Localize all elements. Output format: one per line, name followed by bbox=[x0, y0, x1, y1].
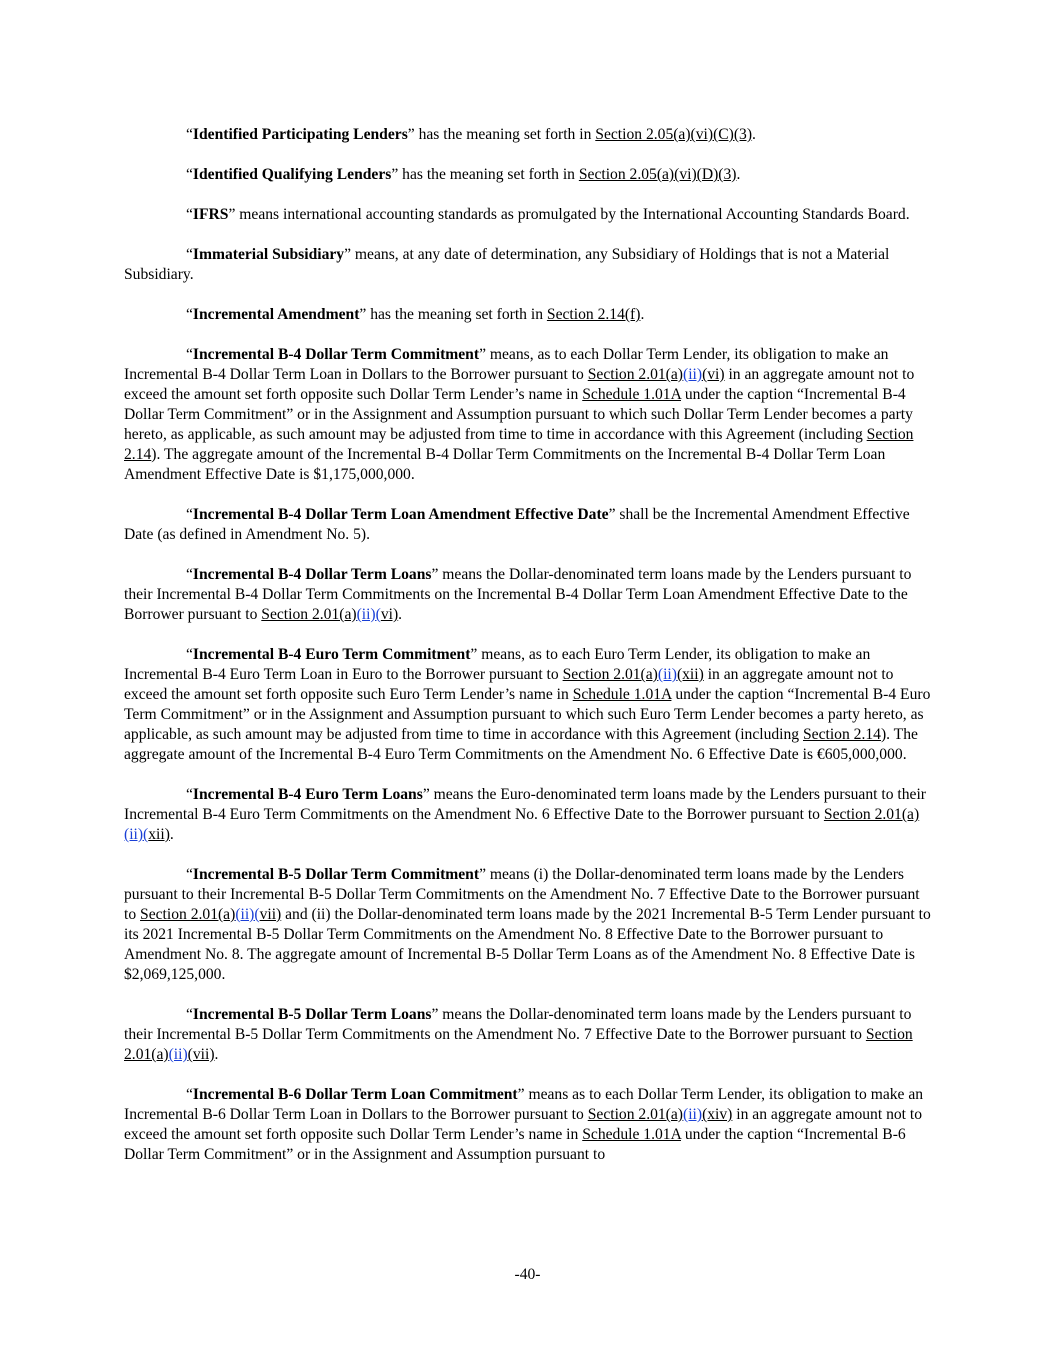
definition-paragraph bbox=[124, 785, 932, 845]
definition-paragraph bbox=[124, 1005, 932, 1065]
defined-term: Immaterial Subsidiary bbox=[192, 246, 345, 263]
defined-term: Incremental B-5 Dollar Term Loans bbox=[192, 1006, 432, 1023]
defined-term: Incremental B-4 Euro Term Loans bbox=[192, 786, 423, 803]
body-text: “ bbox=[186, 566, 193, 583]
defined-term: Incremental Amendment bbox=[192, 306, 360, 323]
body-text: . bbox=[752, 126, 756, 143]
cross-reference: (xii) bbox=[676, 666, 704, 683]
definition-paragraph bbox=[124, 865, 932, 985]
body-text: . bbox=[736, 166, 741, 183]
body-text: under the caption “Incremental B-6 Dollar Term Commitment” or in the Assignment and Assumption pursuant to bbox=[124, 1126, 906, 1163]
body-text: “ bbox=[186, 206, 193, 223]
defined-term: Incremental B-4 Dollar Term Commitment bbox=[192, 346, 480, 363]
defined-term: Incremental B-6 Dollar Term Loan Commitment bbox=[192, 1086, 518, 1103]
definition-paragraph bbox=[124, 305, 932, 325]
body-text: “ bbox=[186, 126, 193, 143]
body-text: ” means, as to each Dollar Term Lender, its obligation to make an Incremental B-4 Dollar Term Loan in Dollars to the Borrower pursuant to bbox=[124, 346, 889, 383]
body-text: “ bbox=[186, 646, 193, 663]
cross-reference: Schedule 1.01A bbox=[582, 386, 681, 403]
hyperlink[interactable]: (ii) bbox=[683, 366, 703, 383]
defined-term: Incremental B-4 Dollar Term Loan Amendment Effective Date bbox=[192, 506, 609, 523]
hyperlink[interactable]: (ii) bbox=[168, 1046, 188, 1063]
hyperlink[interactable]: (ii)( bbox=[124, 826, 149, 843]
definition-paragraph bbox=[124, 505, 932, 545]
definition-paragraph bbox=[124, 165, 932, 185]
definition-paragraph bbox=[124, 245, 932, 285]
definition-paragraph bbox=[124, 125, 932, 145]
cross-reference: vii) bbox=[259, 906, 282, 923]
hyperlink[interactable]: (ii)( bbox=[356, 606, 381, 623]
hyperlink[interactable]: (ii) bbox=[683, 1106, 703, 1123]
hyperlink[interactable]: (ii) bbox=[657, 666, 677, 683]
body-text: “ bbox=[186, 1086, 193, 1103]
definitions-list bbox=[124, 125, 932, 1185]
body-text: “ bbox=[186, 866, 193, 883]
body-text: . bbox=[214, 1046, 219, 1063]
cross-reference: Section 2.14(f) bbox=[546, 306, 641, 323]
body-text: “ bbox=[186, 346, 193, 363]
page-number: -40- bbox=[514, 1266, 541, 1283]
body-text: ” means, as to each Euro Term Lender, its obligation to make an Incremental B-4 Euro Term Loan in Euro to the Borrower pursuant to bbox=[124, 646, 871, 683]
cross-reference: xii) bbox=[148, 826, 170, 843]
hyperlink[interactable]: (ii)( bbox=[235, 906, 260, 923]
body-text: ). The aggregate amount of the Incremental B-4 Dollar Term Commitments on the Incremental B-4 Dollar Term Loan Amendment Effective Date is $1,175,000,000. bbox=[124, 446, 886, 483]
cross-reference: Section 2.14 bbox=[124, 426, 914, 463]
cross-reference: Section 2.01(a) bbox=[562, 666, 658, 683]
body-text: . bbox=[169, 826, 174, 843]
body-text: “ bbox=[186, 166, 193, 183]
definition-paragraph bbox=[124, 645, 932, 765]
defined-term: Incremental B-5 Dollar Term Commitment bbox=[192, 866, 480, 883]
cross-reference: Section 2.01(a) bbox=[823, 806, 920, 823]
cross-reference: Section 2.14 bbox=[803, 726, 881, 743]
body-text: in an aggregate amount not to exceed the amount set forth opposite such Euro Term Lender’s name in bbox=[124, 666, 894, 703]
definition-paragraph bbox=[124, 565, 932, 625]
defined-term: Incremental B-4 Euro Term Commitment bbox=[192, 646, 471, 663]
defined-term: Identified Participating Lenders bbox=[192, 126, 408, 143]
cross-reference: (vi) bbox=[702, 366, 725, 383]
cross-reference: Schedule 1.01A bbox=[582, 1126, 681, 1143]
body-text: under the caption “Incremental B-4 Euro Term Commitment” or in the Assignment and Assumption pursuant to which such Euro Term Lender becomes a party hereto, as applicable, as such amount may be adjusted from time to time in accordance with this Agreement (including bbox=[124, 686, 931, 743]
body-text: in an aggregate amount not to exceed the amount set forth opposite such Dollar Term Lender’s name in bbox=[124, 1106, 923, 1143]
defined-term: IFRS bbox=[192, 206, 229, 223]
body-text: ” means the Dollar-denominated term loans made by the Lenders pursuant to their Incremental B-5 Dollar Term Commitments on the Amendment No. 7 Effective Date to the Borrower pursuant to bbox=[124, 1006, 912, 1043]
body-text: ” means, at any date of determination, any Subsidiary of Holdings that is not a Material Subsidiary. bbox=[124, 246, 890, 283]
body-text: ” shall be the Incremental Amendment Effective Date (as defined in Amendment No. 5). bbox=[124, 506, 910, 543]
body-text: ” has the meaning set forth in bbox=[391, 166, 579, 183]
cross-reference: (xiv) bbox=[702, 1106, 733, 1123]
body-text: . bbox=[640, 306, 645, 323]
cross-reference: (vii) bbox=[187, 1046, 215, 1063]
body-text: “ bbox=[186, 506, 193, 523]
cross-reference: Section 2.01(a) bbox=[587, 1106, 683, 1123]
body-text: ” means the Dollar-denominated term loans made by the Lenders pursuant to their Incremental B-4 Dollar Term Commitments on the Incremental B-4 Dollar Term Loan Amendment Effective Date to the Borrower pursuant to bbox=[124, 566, 912, 623]
body-text: under the caption “Incremental B-4 Dollar Term Commitment” or in the Assignment and Assumption pursuant to which such Dollar Term Lender becomes a party hereto, as applicable, as such amount may be adjusted from time to time in accordance with this Agreement (including bbox=[124, 386, 913, 443]
body-text: “ bbox=[186, 306, 193, 323]
definition-paragraph bbox=[124, 1085, 932, 1165]
definition-paragraph bbox=[124, 345, 932, 485]
body-text: ” means as to each Dollar Term Lender, its obligation to make an Incremental B-6 Dollar Term Loan in Dollars to the Borrower pursuant to bbox=[124, 1086, 924, 1123]
body-text: ” has the meaning set forth in bbox=[407, 126, 596, 143]
body-text: ). The aggregate amount of the Incremental B-4 Euro Term Commitments on the Amendment No. 6 Effective Date is €605,000,000. bbox=[124, 726, 918, 763]
cross-reference: Schedule 1.01A bbox=[572, 686, 672, 703]
body-text: ” has the meaning set forth in bbox=[359, 306, 547, 323]
cross-reference: Section 2.05(a)(vi)(C)(3) bbox=[595, 126, 753, 143]
definition-paragraph bbox=[124, 205, 932, 225]
cross-reference: Section 2.01(a) bbox=[124, 1026, 913, 1063]
body-text: in an aggregate amount not to exceed the amount set forth opposite such Dollar Term Lender’s name in bbox=[124, 366, 915, 403]
body-text: ” means the Euro-denominated term loans made by the Lenders pursuant to their Incremental B-4 Euro Term Commitments on the Amendment No. 6 Effective Date to the Borrower pursuant to bbox=[124, 786, 926, 823]
body-text: “ bbox=[186, 246, 193, 263]
cross-reference: Section 2.01(a) bbox=[587, 366, 683, 383]
body-text: ” means international accounting standards as promulgated by the International Accounting Standards Board. bbox=[228, 206, 910, 223]
cross-reference: Section 2.05(a)(vi)(D)(3) bbox=[578, 166, 737, 183]
body-text: ” means (i) the Dollar-denominated term loans made by the Lenders pursuant to their Incremental B-5 Dollar Term Commitments on the Amendment No. 7 Effective Date to the Borrower pursuant to bbox=[124, 866, 920, 923]
body-text: “ bbox=[186, 786, 193, 803]
cross-reference: vi) bbox=[380, 606, 399, 623]
body-text: and (ii) the Dollar-denominated term loans made by the 2021 Incremental B-5 Term Lender pursuant to its 2021 Incremental B-5 Dollar Term Commitments on the Amendment No. 8 Effective Date to the Borrower pursuant to Amendment No. 8. The aggregate amount of Incremental B-5 Dollar Term Loans as of the Amendment No. 8 Effective Date is $2,069,125,000. bbox=[124, 906, 931, 983]
cross-reference: Section 2.01(a) bbox=[261, 606, 357, 623]
defined-term: Identified Qualifying Lenders bbox=[192, 166, 392, 183]
body-text: . bbox=[398, 606, 403, 623]
defined-term: Incremental B-4 Dollar Term Loans bbox=[192, 566, 432, 583]
body-text: “ bbox=[186, 1006, 193, 1023]
cross-reference: Section 2.01(a) bbox=[140, 906, 236, 923]
